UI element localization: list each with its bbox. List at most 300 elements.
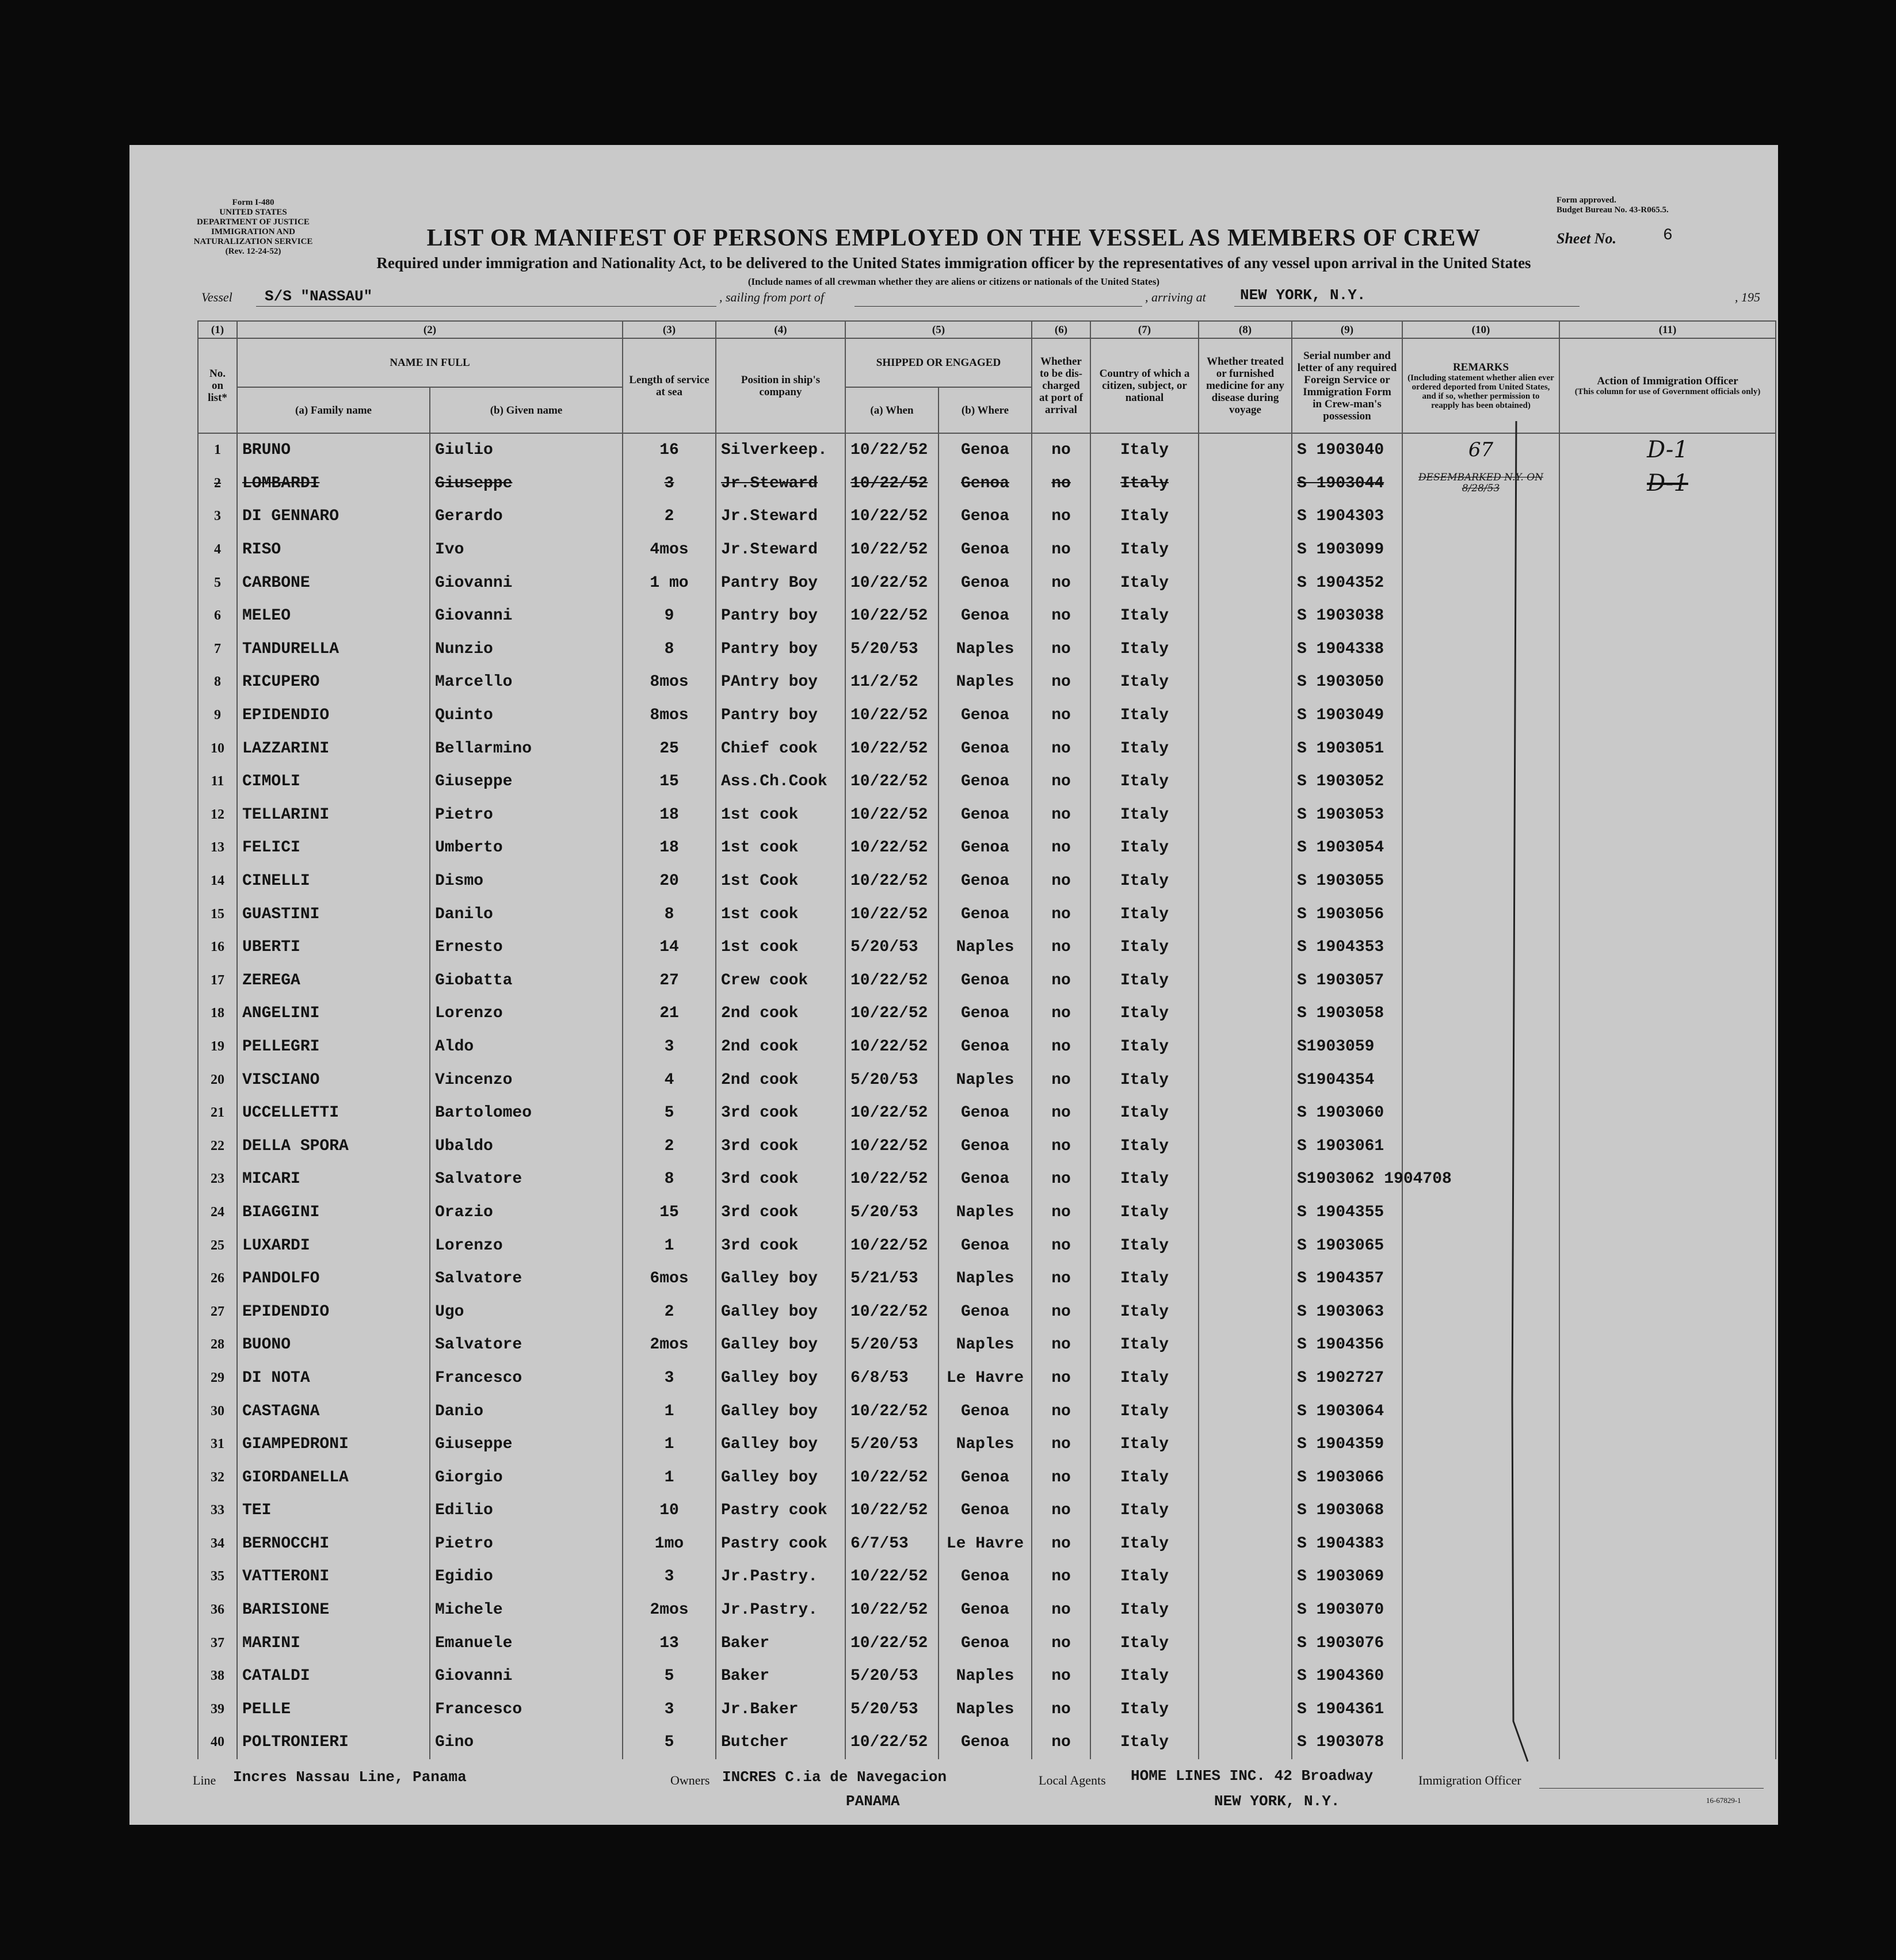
serial-number: S 1903057 (1292, 964, 1402, 998)
given-name: Edilio (430, 1494, 623, 1527)
position: Ass.Ch.Cook (716, 765, 845, 798)
position: Galley boy (716, 1394, 845, 1428)
shipped-when: 5/20/53 (845, 1428, 939, 1461)
given-name: Michele (430, 1594, 623, 1627)
discharged: no (1032, 500, 1090, 533)
service-name: IMMIGRATION AND NATURALIZATION SERVICE (193, 227, 313, 246)
shipped-where: Genoa (939, 1494, 1032, 1527)
row-number: 31 (198, 1428, 237, 1461)
shipped-where: Genoa (939, 1229, 1032, 1262)
shipped-when: 10/22/52 (845, 1560, 939, 1594)
discharged: no (1032, 798, 1090, 832)
length-of-service: 15 (623, 1196, 716, 1229)
row-number: 27 (198, 1295, 237, 1328)
family-name: PELLE (237, 1693, 430, 1726)
manifest-sheet (129, 145, 1778, 1825)
length-of-service: 3 (623, 1030, 716, 1064)
country: Italy (1090, 1394, 1199, 1428)
family-name: GIAMPEDRONI (237, 1428, 430, 1461)
family-name: BERNOCCHI (237, 1527, 430, 1561)
shipped-where: Naples (939, 1063, 1032, 1096)
row-number: 14 (198, 865, 237, 898)
length-of-service: 2 (623, 1295, 716, 1328)
family-name: MICARI (237, 1163, 430, 1196)
col-serial-index: (9) (1292, 321, 1402, 338)
position: Pantry boy (716, 699, 845, 732)
country: Italy (1090, 1262, 1199, 1296)
shipped-when: 10/22/52 (845, 1394, 939, 1428)
shipped-where: Naples (939, 666, 1032, 699)
shipped-where: Naples (939, 633, 1032, 666)
given-name: Danilo (430, 897, 623, 931)
position: Chief cook (716, 732, 845, 765)
discharged: no (1032, 732, 1090, 765)
row-number: 18 (198, 997, 237, 1030)
family-name: CATALDI (237, 1660, 430, 1693)
discharged: no (1032, 1594, 1090, 1627)
shipped-where: Naples (939, 931, 1032, 964)
family-name: TELLARINI (237, 798, 430, 832)
shipped-when: 10/22/52 (845, 566, 939, 599)
shipped-where: Genoa (939, 566, 1032, 599)
shipped-where: Genoa (939, 500, 1032, 533)
length-of-service: 18 (623, 798, 716, 832)
serial-number: S 1904357 (1292, 1262, 1402, 1296)
position: 1st cook (716, 798, 845, 832)
length-of-service: 13 (623, 1626, 716, 1660)
col-no-index: (1) (198, 321, 237, 338)
row-number: 10 (198, 732, 237, 765)
family-name: BARISIONE (237, 1594, 430, 1627)
form-approved: Form approved. (1557, 196, 1616, 205)
serial-number: S 1903040 (1292, 433, 1402, 467)
col-length-index: (3) (623, 321, 716, 338)
officer-label: Immigration Officer (1418, 1773, 1521, 1787)
row-number: 11 (198, 765, 237, 798)
shipped-where: Genoa (939, 897, 1032, 931)
row-number: 38 (198, 1660, 237, 1693)
serial-number: S 1904356 (1292, 1328, 1402, 1362)
row-number: 3 (198, 500, 237, 533)
shipped-when: 10/22/52 (845, 1030, 939, 1064)
shipped-where: Genoa (939, 699, 1032, 732)
serial-number: S 1903038 (1292, 599, 1402, 633)
given-name: Danio (430, 1394, 623, 1428)
row-number: 15 (198, 897, 237, 931)
length-of-service: 1 (623, 1461, 716, 1494)
length-of-service: 2 (623, 1129, 716, 1163)
row-number: 32 (198, 1461, 237, 1494)
row-number: 9 (198, 699, 237, 732)
header-shipped: SHIPPED OR ENGAGED (845, 338, 1032, 387)
given-name: Quinto (430, 699, 623, 732)
country: Italy (1090, 433, 1199, 467)
serial-number: S 1904303 (1292, 500, 1402, 533)
header-length: Length of service at sea (623, 338, 716, 433)
given-name: Lorenzo (430, 1229, 623, 1262)
shipped-where: Genoa (939, 1594, 1032, 1627)
given-name: Giovanni (430, 566, 623, 599)
serial-number: S 1903066 (1292, 1461, 1402, 1494)
given-name: Lorenzo (430, 997, 623, 1030)
family-name: EPIDENDIO (237, 1295, 430, 1328)
vessel-name: S/S "NASSAU" (265, 288, 373, 305)
given-name: Salvatore (430, 1328, 623, 1362)
row-number: 40 (198, 1726, 237, 1759)
family-name: MELEO (237, 599, 430, 633)
row-number: 6 (198, 599, 237, 633)
length-of-service: 27 (623, 964, 716, 998)
shipped-when: 10/22/52 (845, 1594, 939, 1627)
serial-number: S 1904360 (1292, 1660, 1402, 1693)
sheet-number-value: 6 (1663, 227, 1673, 244)
country: Italy (1090, 964, 1199, 998)
col-position-index: (4) (716, 321, 845, 338)
position: Pantry Boy (716, 566, 845, 599)
family-name: RICUPERO (237, 666, 430, 699)
country: Italy (1090, 1129, 1199, 1163)
shipped-when: 10/22/52 (845, 1163, 939, 1196)
discharged: no (1032, 1527, 1090, 1561)
shipped-where: Genoa (939, 997, 1032, 1030)
serial-number: S 1904353 (1292, 931, 1402, 964)
given-name: Francesco (430, 1362, 623, 1395)
country: Italy (1090, 1494, 1199, 1527)
position: Galley boy (716, 1262, 845, 1296)
serial-number: S 1903052 (1292, 765, 1402, 798)
row-number: 22 (198, 1129, 237, 1163)
discharged: no (1032, 765, 1090, 798)
discharged: no (1032, 1063, 1090, 1096)
length-of-service: 25 (623, 732, 716, 765)
given-name: Francesco (430, 1693, 623, 1726)
country: Italy (1090, 467, 1199, 500)
given-name: Umberto (430, 831, 623, 865)
position: 2nd cook (716, 997, 845, 1030)
country: Italy (1090, 699, 1199, 732)
country: Italy (1090, 1461, 1199, 1494)
serial-number: S 1904383 (1292, 1527, 1402, 1561)
row-number: 39 (198, 1693, 237, 1726)
family-name: VATTERONI (237, 1560, 430, 1594)
row-number: 21 (198, 1096, 237, 1130)
length-of-service: 8 (623, 897, 716, 931)
given-name: Giuseppe (430, 1428, 623, 1461)
position: Baker (716, 1626, 845, 1660)
owners-city: PANAMA (846, 1793, 900, 1810)
serial-number: S 1904352 (1292, 566, 1402, 599)
shipped-when: 10/22/52 (845, 765, 939, 798)
sailing-label: , sailing from port of (719, 290, 824, 304)
header-treated: Whether treated or furnished medicine for any disease during voyage (1199, 338, 1292, 433)
serial-number: S1903059 (1292, 1030, 1402, 1064)
serial-number: S 1903064 (1292, 1394, 1402, 1428)
form-code: 16-67829-1 (1706, 1796, 1741, 1805)
serial-number: S1903062 1904708 (1292, 1163, 1402, 1196)
discharged: no (1032, 865, 1090, 898)
row-number: 28 (198, 1328, 237, 1362)
shipped-when: 10/22/52 (845, 732, 939, 765)
given-name: Vincenzo (430, 1063, 623, 1096)
serial-number: S 1903058 (1292, 997, 1402, 1030)
header-name: NAME IN FULL (237, 338, 623, 387)
shipped-where: Genoa (939, 1626, 1032, 1660)
position: Galley boy (716, 1461, 845, 1494)
shipped-where: Genoa (939, 964, 1032, 998)
header-discharged: Whether to be dis-charged at port of arrival (1032, 338, 1090, 433)
header-action-title: Action of Immigration Officer (1597, 375, 1738, 387)
row-number: 20 (198, 1063, 237, 1096)
serial-number: S 1903078 (1292, 1726, 1402, 1759)
discharged: no (1032, 1196, 1090, 1229)
discharged: no (1032, 997, 1090, 1030)
serial-number: S 1903065 (1292, 1229, 1402, 1262)
discharged: no (1032, 566, 1090, 599)
discharged: no (1032, 1494, 1090, 1527)
shipped-where: Genoa (939, 831, 1032, 865)
shipped-when: 5/21/53 (845, 1262, 939, 1296)
header-position: Position in ship's company (716, 338, 845, 433)
discharged: no (1032, 1461, 1090, 1494)
shipped-where: Naples (939, 1262, 1032, 1296)
length-of-service: 5 (623, 1096, 716, 1130)
position: 2nd cook (716, 1030, 845, 1064)
discharged: no (1032, 1362, 1090, 1395)
family-name: ANGELINI (237, 997, 430, 1030)
shipped-where: Genoa (939, 1096, 1032, 1130)
discharged: no (1032, 831, 1090, 865)
shipped-when: 10/22/52 (845, 699, 939, 732)
shipped-when: 5/20/53 (845, 1063, 939, 1096)
country: Italy (1090, 633, 1199, 666)
family-name: DELLA SPORA (237, 1129, 430, 1163)
owners-value: INCRES C.ia de Navegacion (722, 1768, 947, 1786)
length-of-service: 8mos (623, 699, 716, 732)
serial-number: S 1903060 (1292, 1096, 1402, 1130)
vessel-label: Vessel (201, 290, 232, 304)
serial-number: S 1903054 (1292, 831, 1402, 865)
row-number: 23 (198, 1163, 237, 1196)
year-label: , 195 (1735, 290, 1760, 304)
country: Italy (1090, 533, 1199, 567)
discharged: no (1032, 633, 1090, 666)
family-name: LOMBARDI (237, 467, 430, 500)
position: Jr.Baker (716, 1693, 845, 1726)
discharged: no (1032, 931, 1090, 964)
shipped-when: 10/22/52 (845, 1096, 939, 1130)
budget-bureau: Budget Bureau No. 43-R065.5. (1557, 205, 1669, 215)
family-name: CARBONE (237, 566, 430, 599)
line-value: Incres Nassau Line, Panama (233, 1768, 467, 1786)
country: Italy (1090, 1428, 1199, 1461)
discharged: no (1032, 1693, 1090, 1726)
header-no: No. on list* (198, 338, 237, 433)
position: Pantry boy (716, 633, 845, 666)
given-name: Nunzio (430, 633, 623, 666)
serial-number: S 1903070 (1292, 1594, 1402, 1627)
shipped-where: Le Havre (939, 1362, 1032, 1395)
length-of-service: 5 (623, 1726, 716, 1759)
serial-number: S 1902727 (1292, 1362, 1402, 1395)
family-name: UCCELLETTI (237, 1096, 430, 1130)
form-revision: (Rev. 12-24-52) (225, 247, 281, 256)
country: Italy (1090, 1626, 1199, 1660)
serial-number: S 1903061 (1292, 1129, 1402, 1163)
shipped-when: 10/22/52 (845, 533, 939, 567)
serial-number: S 1903044 (1292, 467, 1402, 500)
discharged: no (1032, 964, 1090, 998)
length-of-service: 5 (623, 1660, 716, 1693)
given-name: Marcello (430, 666, 623, 699)
col-treated-index: (8) (1199, 321, 1292, 338)
col-name-index: (2) (237, 321, 623, 338)
family-name: POLTRONIERI (237, 1726, 430, 1759)
owners-label: Owners (670, 1773, 710, 1787)
country: Italy (1090, 865, 1199, 898)
family-name: GIORDANELLA (237, 1461, 430, 1494)
country: Italy (1090, 1726, 1199, 1759)
country: Italy (1090, 599, 1199, 633)
country: Italy (1090, 798, 1199, 832)
serial-number: S1904354 (1292, 1063, 1402, 1096)
header-serial: Serial number and letter of any required Foreign Service or Immigration Form in Crew-man's possession (1292, 338, 1402, 433)
length-of-service: 20 (623, 865, 716, 898)
row-number: 16 (198, 931, 237, 964)
position: Jr.Steward (716, 500, 845, 533)
position: Jr.Steward (716, 467, 845, 500)
shipped-when: 5/20/53 (845, 1196, 939, 1229)
remarks: DESEMBARKED N.Y. ON 8/28/53 (1402, 467, 1559, 500)
country: Italy (1090, 1096, 1199, 1130)
document-subtitle: Required under immigration and Nationality Act, to be delivered to the United States immigration officer by the representatives of any vessel upon arrival in the United States (376, 254, 1531, 272)
row-number: 5 (198, 566, 237, 599)
position: Galley boy (716, 1295, 845, 1328)
family-name: BUONO (237, 1328, 430, 1362)
discharged: no (1032, 1262, 1090, 1296)
discharged: no (1032, 1626, 1090, 1660)
discharged: no (1032, 1163, 1090, 1196)
shipped-where: Genoa (939, 765, 1032, 798)
position: 3rd cook (716, 1163, 845, 1196)
given-name: Bellarmino (430, 732, 623, 765)
family-name: PELLEGRI (237, 1030, 430, 1064)
country: Italy (1090, 1660, 1199, 1693)
length-of-service: 2mos (623, 1594, 716, 1627)
position: 3rd cook (716, 1129, 845, 1163)
family-name: DI GENNARO (237, 500, 430, 533)
serial-number: S 1904338 (1292, 633, 1402, 666)
given-name: Ubaldo (430, 1129, 623, 1163)
shipped-when: 10/22/52 (845, 500, 939, 533)
country: Italy (1090, 500, 1199, 533)
family-name: MARINI (237, 1626, 430, 1660)
shipped-where: Le Havre (939, 1527, 1032, 1561)
position: 2nd cook (716, 1063, 845, 1096)
header-given-name: (b) Given name (430, 387, 623, 433)
given-name: Ernesto (430, 931, 623, 964)
shipped-when: 10/22/52 (845, 1494, 939, 1527)
row-number: 12 (198, 798, 237, 832)
discharged: no (1032, 1129, 1090, 1163)
length-of-service: 1 mo (623, 566, 716, 599)
shipped-when: 10/22/52 (845, 997, 939, 1030)
given-name: Emanuele (430, 1626, 623, 1660)
length-of-service: 1 (623, 1229, 716, 1262)
shipped-when: 10/22/52 (845, 1229, 939, 1262)
position: Butcher (716, 1726, 845, 1759)
shipped-where: Genoa (939, 433, 1032, 467)
department-name: UNITED STATES DEPARTMENT OF JUSTICE (197, 208, 310, 227)
action-column-bracket (1512, 421, 1528, 1762)
discharged: no (1032, 1394, 1090, 1428)
shipped-when: 10/22/52 (845, 798, 939, 832)
length-of-service: 21 (623, 997, 716, 1030)
position: Silverkeep. (716, 433, 845, 467)
given-name: Giovanni (430, 1660, 623, 1693)
country: Italy (1090, 1295, 1199, 1328)
given-name: Egidio (430, 1560, 623, 1594)
given-name: Ugo (430, 1295, 623, 1328)
shipped-when: 5/20/53 (845, 1328, 939, 1362)
shipped-when: 10/22/52 (845, 1726, 939, 1759)
length-of-service: 3 (623, 1362, 716, 1395)
country: Italy (1090, 666, 1199, 699)
shipped-where: Naples (939, 1693, 1032, 1726)
row-number: 1 (198, 433, 237, 467)
header-remarks-title: REMARKS (1452, 361, 1509, 373)
shipped-where: Naples (939, 1660, 1032, 1693)
shipped-where: Genoa (939, 865, 1032, 898)
shipped-when: 10/22/52 (845, 599, 939, 633)
country: Italy (1090, 765, 1199, 798)
country: Italy (1090, 1527, 1199, 1561)
shipped-where: Genoa (939, 732, 1032, 765)
shipped-when: 10/22/52 (845, 1461, 939, 1494)
position: Jr.Steward (716, 533, 845, 567)
family-name: ZEREGA (237, 964, 430, 998)
shipped-when: 10/22/52 (845, 433, 939, 467)
shipped-when: 6/7/53 (845, 1527, 939, 1561)
officer-action: D-1 (1559, 433, 1776, 467)
shipped-when: 10/22/52 (845, 1295, 939, 1328)
shipped-where: Genoa (939, 1163, 1032, 1196)
length-of-service: 3 (623, 1560, 716, 1594)
length-of-service: 1 (623, 1428, 716, 1461)
row-number: 4 (198, 533, 237, 567)
position: 1st cook (716, 831, 845, 865)
shipped-when: 10/22/52 (845, 964, 939, 998)
family-name: DI NOTA (237, 1362, 430, 1395)
length-of-service: 2mos (623, 1328, 716, 1362)
position: Galley boy (716, 1362, 845, 1395)
row-number: 8 (198, 666, 237, 699)
given-name: Giobatta (430, 964, 623, 998)
discharged: no (1032, 666, 1090, 699)
family-name: CASTAGNA (237, 1394, 430, 1428)
serial-number: S 1903053 (1292, 798, 1402, 832)
family-name: EPIDENDIO (237, 699, 430, 732)
given-name: Salvatore (430, 1163, 623, 1196)
position: Jr.Pastry. (716, 1560, 845, 1594)
row-number: 7 (198, 633, 237, 666)
family-name: BIAGGINI (237, 1196, 430, 1229)
col-remarks-index: (10) (1402, 321, 1559, 338)
position: Galley boy (716, 1428, 845, 1461)
row-number: 36 (198, 1594, 237, 1627)
row-number: 35 (198, 1560, 237, 1594)
family-name: GUASTINI (237, 897, 430, 931)
position: Baker (716, 1660, 845, 1693)
